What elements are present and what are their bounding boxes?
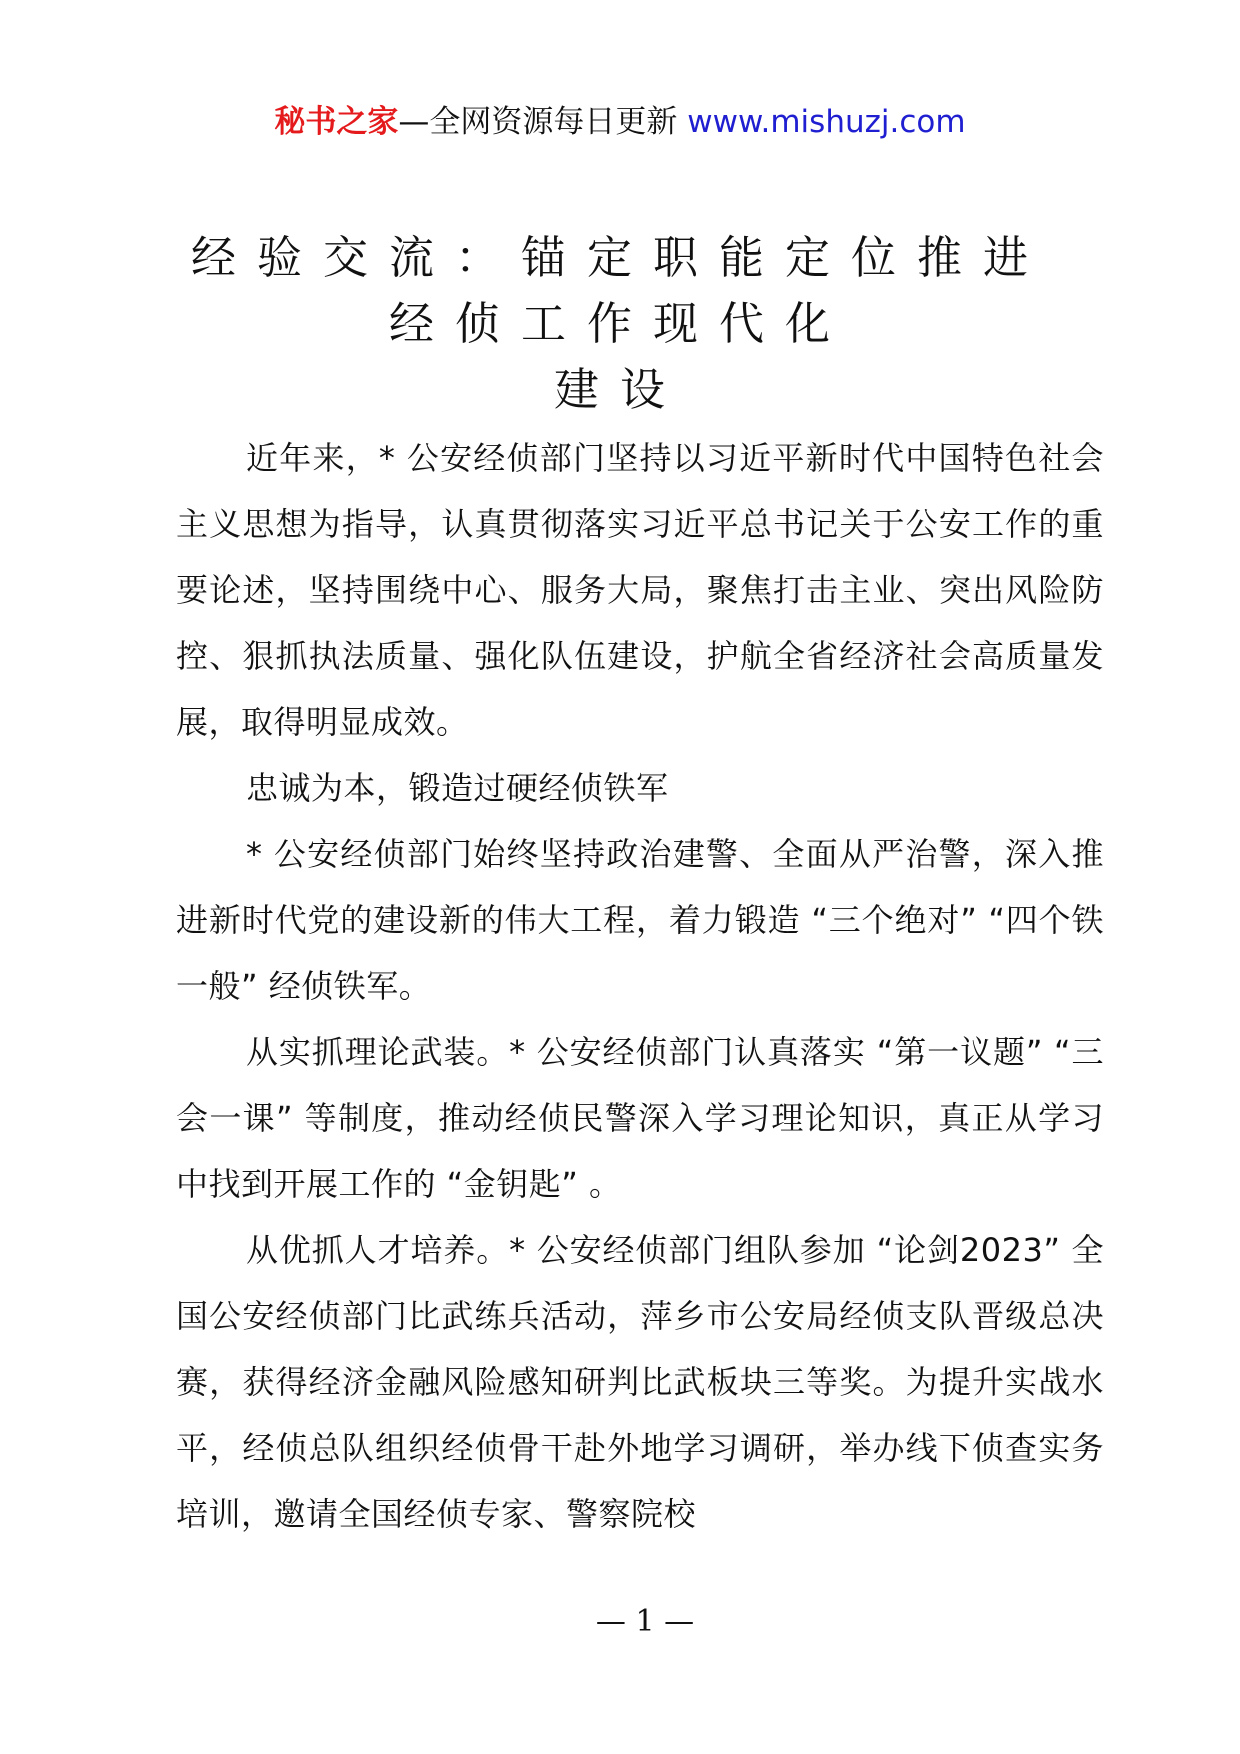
paragraph-theory: 从实抓理论武装。* 公安经侦部门认真落实 “第一议题” “三会一课” 等制度，推动经侦民警深入学习理论知识，真正从学习中找到开展工作的 “金钥匙” 。: [176, 1033, 1104, 1203]
document-title-line-2: 经侦工作现代化: [388, 297, 851, 350]
paragraph-intro: 近年来，* 公安经侦部门坚持以习近平新时代中国特色社会主义思想为指导，认真贯彻落实习近平总书记关于公安工作的重要论述，坚持围绕中心、服务大局，聚焦打击主业、突出风险防控、狠抓执法质量、强化队伍建设，护航全省经济社会高质量发展，取得明显成效。: [176, 439, 1104, 741]
document-title-line-3: 建设: [553, 363, 686, 416]
section-heading: 忠诚为本，锻造过硬经侦铁军: [246, 769, 669, 807]
site-tagline: —全网资源每日更新: [398, 104, 688, 140]
site-brand: 秘书之家: [274, 104, 399, 140]
paragraph-talent: 从优抓人才培养。* 公安经侦部门组队参加 “论剑2023” 全国公安经侦部门比武练兵活动，萍乡市公安局经侦支队晋级总决赛，获得经济金融风险感知研判比武板块三等奖。为提升实战水平，经侦总队组织经侦骨干赴外地学习调研，举办线下侦查实务培训，邀请全国经侦专家、警察院校: [176, 1231, 1104, 1533]
site-header: [0, 100, 1240, 144]
page-number: — 1 —: [595, 1604, 695, 1639]
document-body: [176, 425, 1104, 1547]
document-title-line-1: 经验交流：锚定职能定位推进: [190, 231, 1049, 284]
paragraph-section-intro: * 公安经侦部门始终坚持政治建警、全面从严治警，深入推进新时代党的建设新的伟大工程，着力锻造 “三个绝对” “四个铁一般” 经侦铁军。: [176, 835, 1104, 1005]
site-url-link[interactable]: www.mishuzj.com: [687, 104, 966, 140]
